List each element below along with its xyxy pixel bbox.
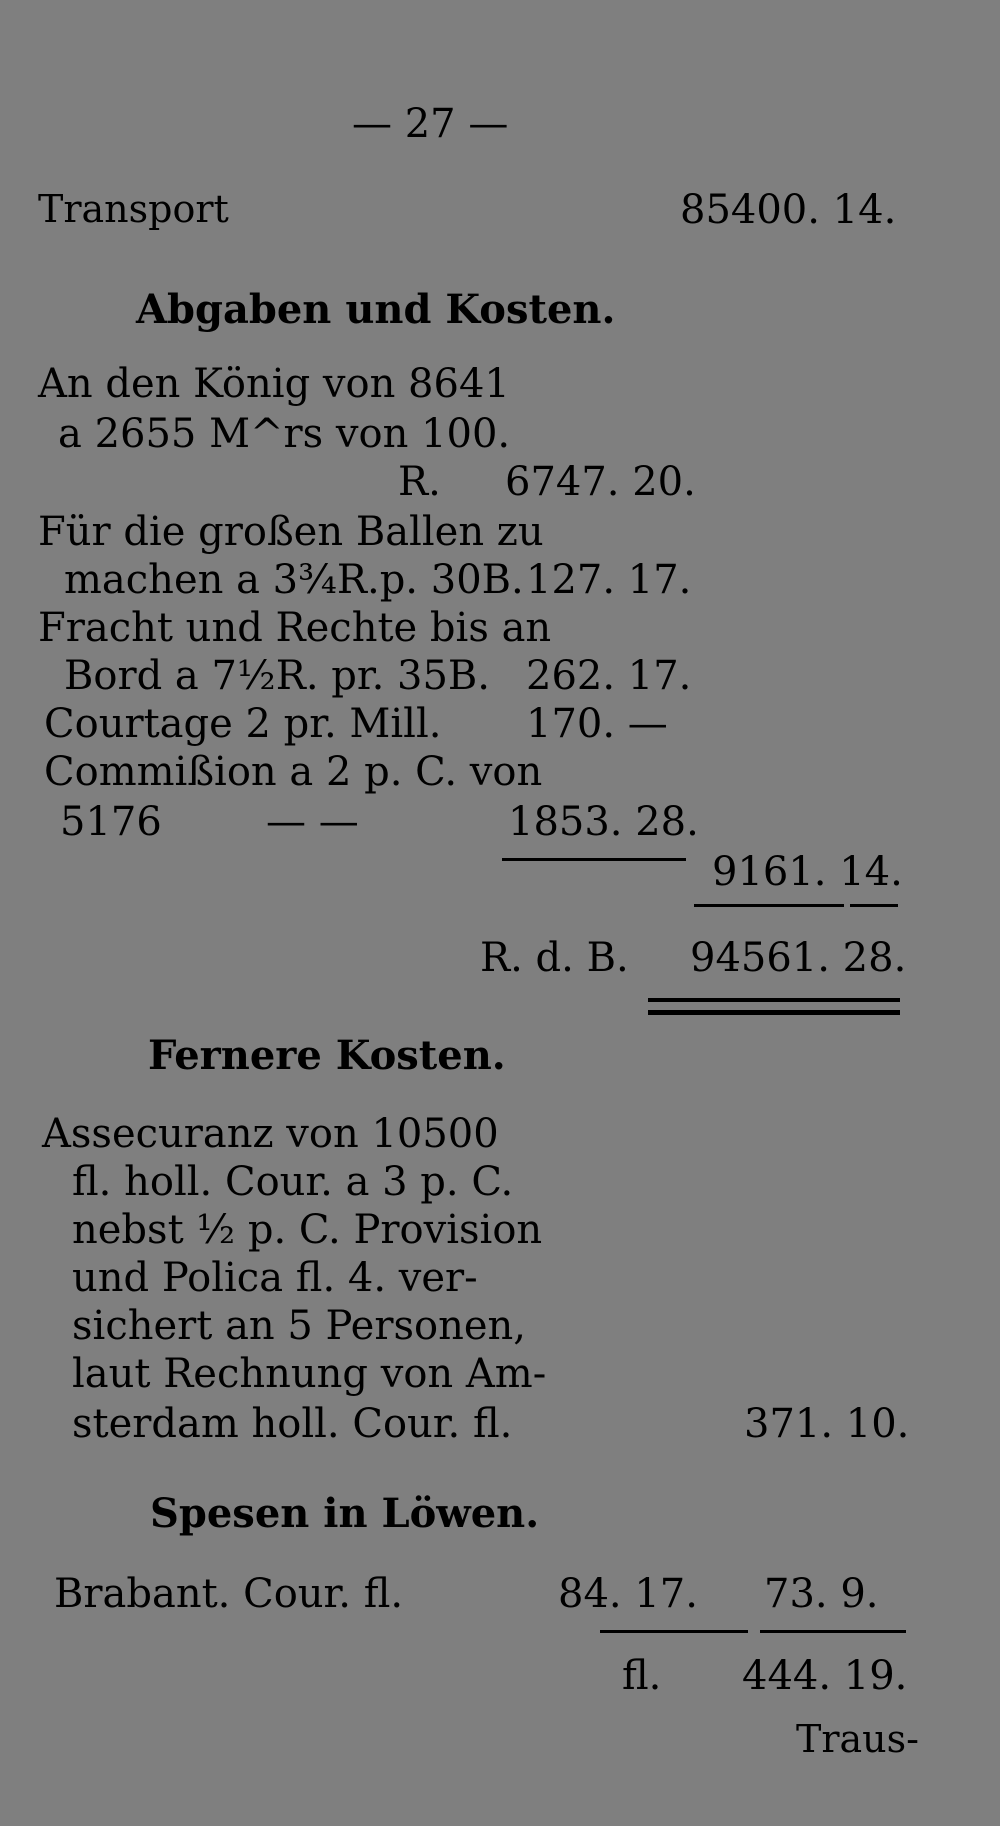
insurance-line: sichert an 5 Personen, — [72, 1303, 526, 1349]
item-amount: 170. — — [526, 701, 668, 747]
item-text-line: Bord a 7½R. pr. 35B. — [64, 653, 491, 699]
total-label: R. d. B. — [480, 935, 629, 981]
insurance-line: Assecuranz von 10500 — [42, 1111, 499, 1157]
double-rule — [648, 998, 900, 1002]
insurance-line: laut Rechnung von Am- — [72, 1351, 547, 1397]
item-text-line: Für die großen Ballen zu — [38, 509, 544, 555]
item-amount: 1853. 28. — [508, 799, 699, 845]
expenses-amount-2: 73. 9. — [764, 1571, 879, 1617]
transport-label: Transport — [38, 187, 229, 231]
transport-amount: 85400. 14. — [680, 187, 897, 233]
item-dashes: — — — [266, 799, 359, 845]
insurance-line: fl. holl. Cour. a 3 p. C. — [72, 1159, 514, 1205]
item-text-line: An den König von 8641 — [38, 361, 510, 407]
expenses-rule — [760, 1630, 906, 1633]
insurance-line: sterdam holl. Cour. fl. — [72, 1401, 513, 1447]
item-text-line: Fracht und Rechte bis an — [38, 605, 552, 651]
expenses-rule — [600, 1630, 748, 1633]
catchword: Traus- — [796, 1717, 919, 1761]
item-text-line: machen a 3¾R.p. 30B. — [64, 557, 524, 603]
final-total-amount: 444. 19. — [742, 1653, 908, 1699]
item-text-line: 5176 — [60, 799, 162, 845]
insurance-line: und Polica fl. 4. ver- — [72, 1255, 478, 1301]
item-amount: 6747. 20. — [505, 459, 696, 505]
subtotal-rule — [502, 858, 686, 861]
item-unit: R. — [398, 459, 441, 505]
section-heading-fernere-kosten: Fernere Kosten. — [148, 1032, 506, 1079]
insurance-amount: 371. 10. — [744, 1401, 910, 1447]
subtotal-amount: 9161. 14. — [712, 849, 903, 895]
double-rule — [648, 1010, 900, 1015]
page-number: — 27 — — [352, 101, 509, 147]
insurance-line: nebst ½ p. C. Provision — [72, 1207, 543, 1253]
section-heading-spesen: Spesen in Löwen. — [150, 1490, 540, 1537]
expenses-amount-1: 84. 17. — [558, 1571, 698, 1617]
subtotal-underline — [850, 904, 898, 907]
item-amount: 127. 17. — [526, 557, 692, 603]
item-text-line: Courtage 2 pr. Mill. — [44, 701, 442, 747]
subtotal-underline — [694, 904, 844, 907]
section-heading-abgaben: Abgaben und Kosten. — [136, 286, 616, 333]
total-amount: 94561. 28. — [690, 935, 907, 981]
item-text-line: a 2655 M^rs von 100. — [58, 411, 511, 457]
final-total-label: fl. — [622, 1653, 662, 1699]
expenses-label: Brabant. Cour. fl. — [54, 1571, 404, 1617]
item-text-line: Commißion a 2 p. C. von — [44, 749, 543, 795]
item-amount: 262. 17. — [526, 653, 692, 699]
